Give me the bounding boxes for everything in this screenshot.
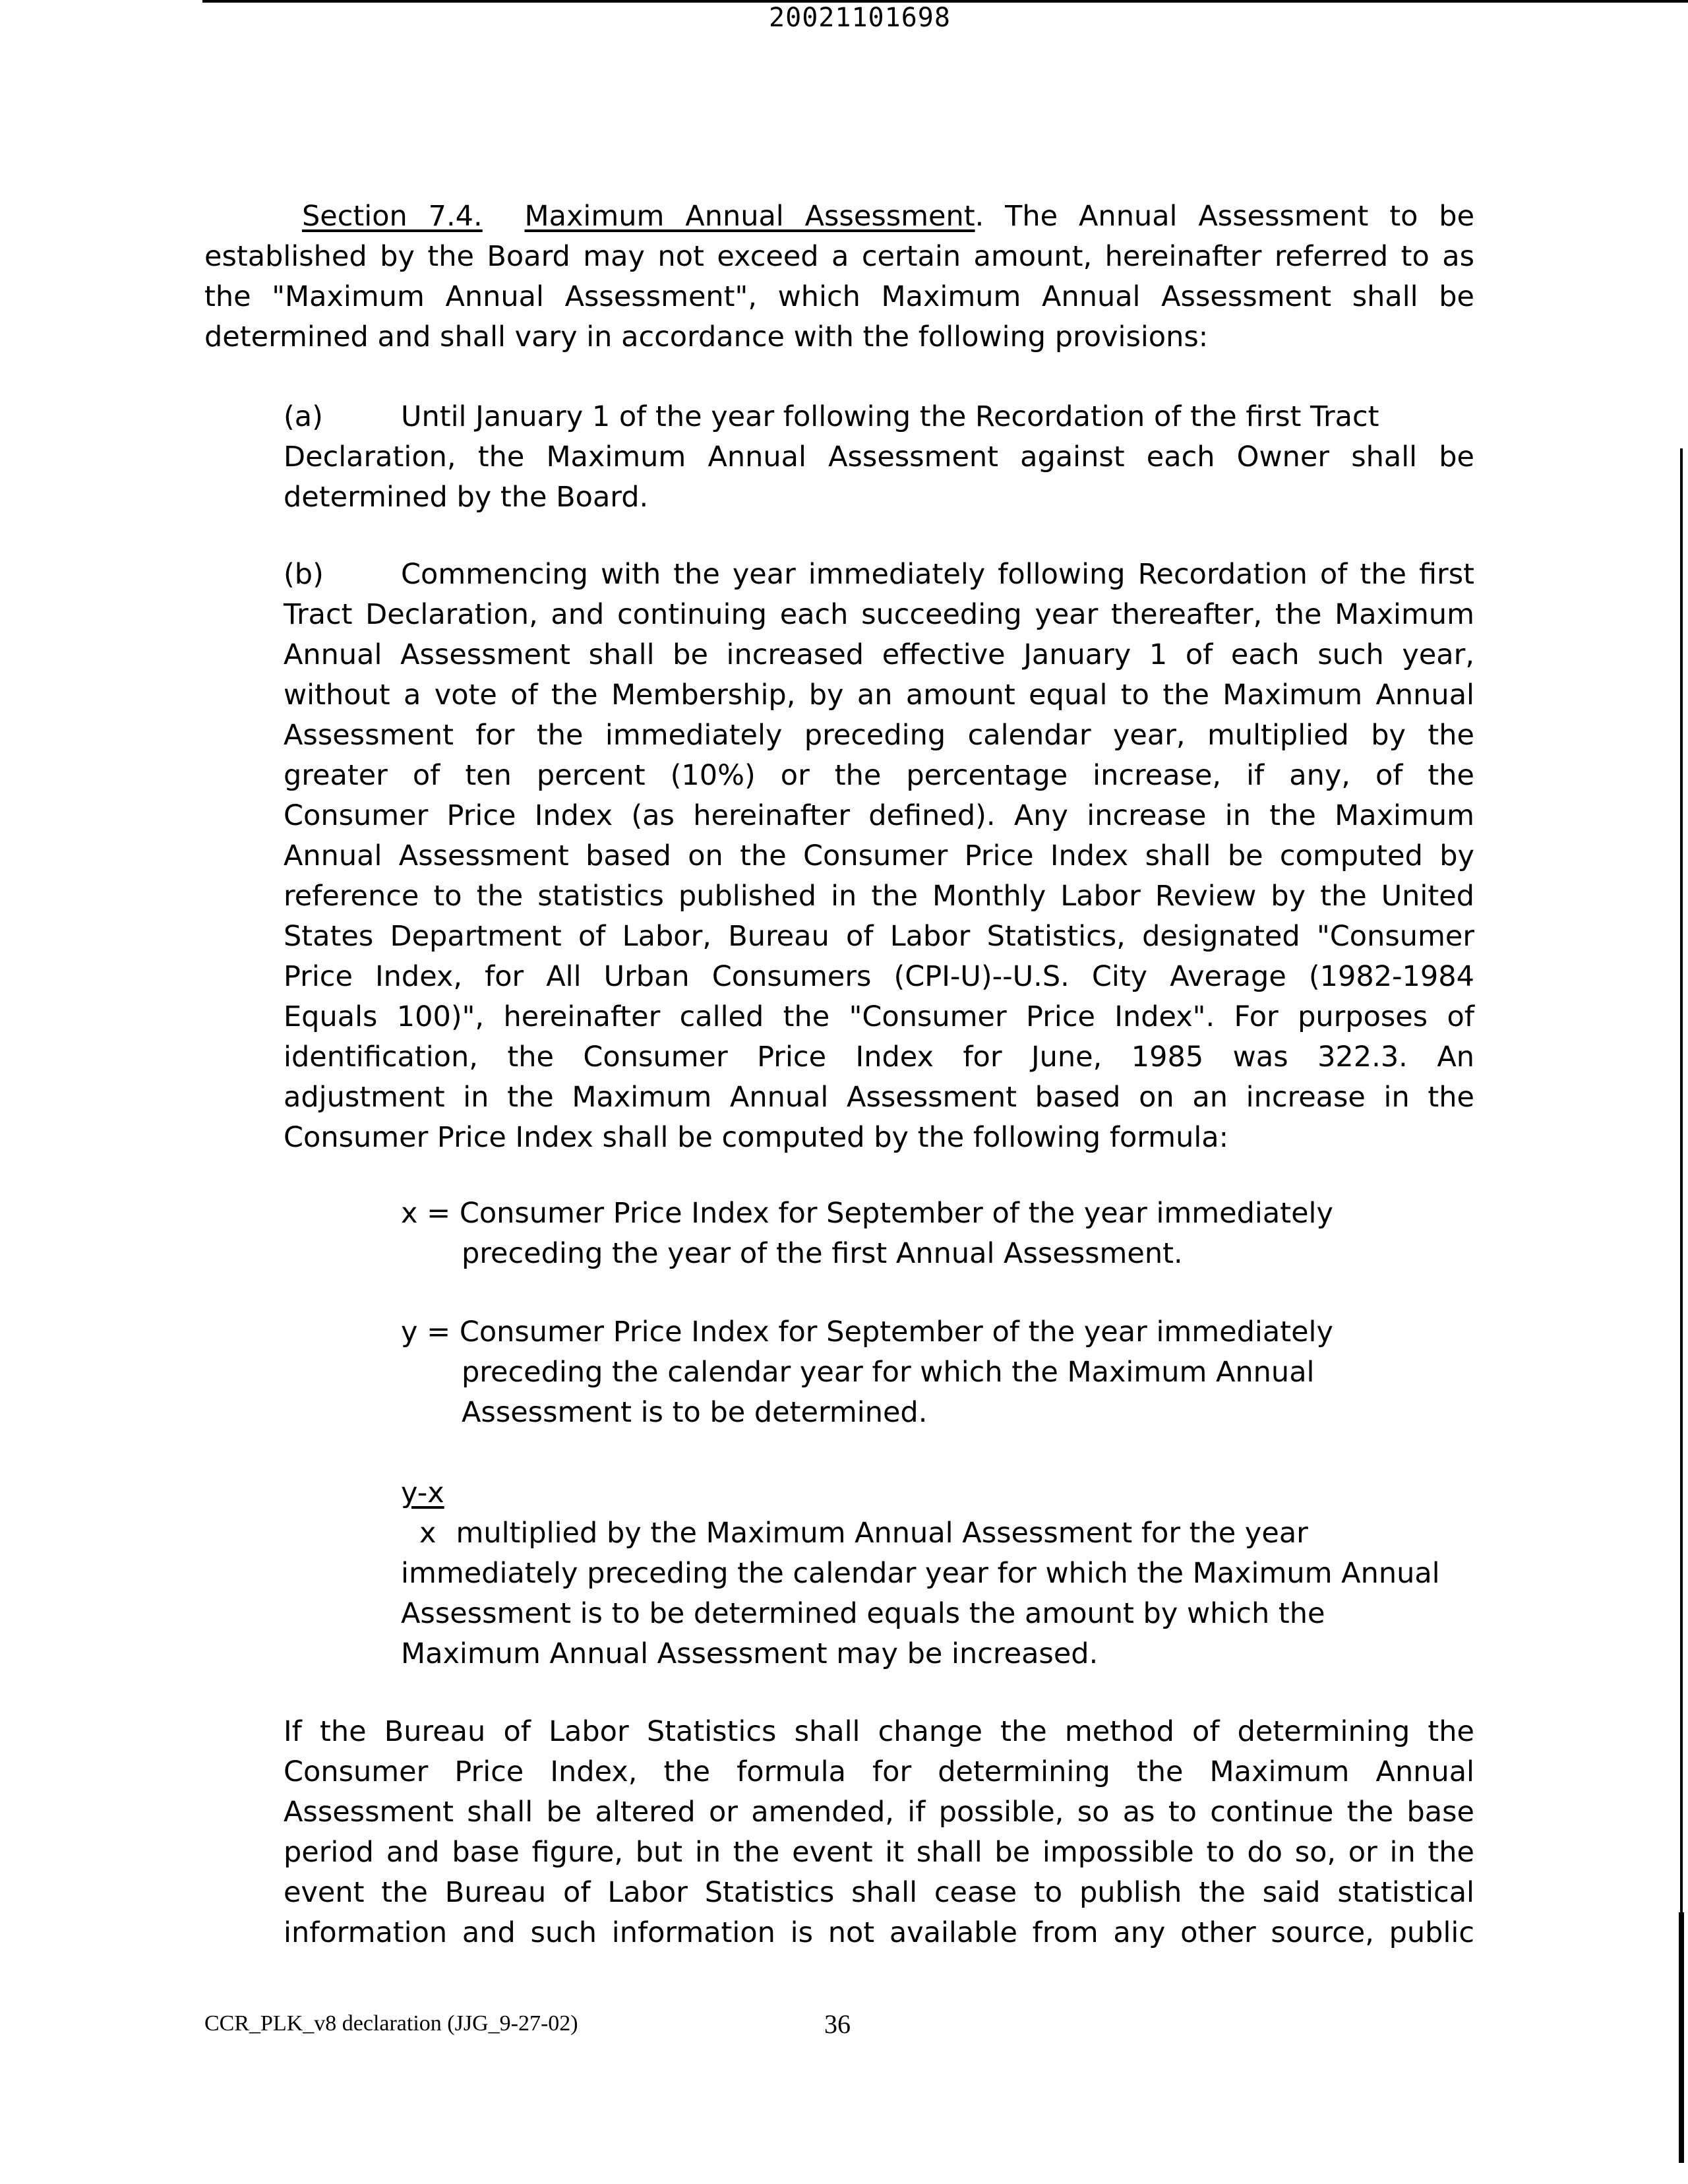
text-line: If the Bureau of Labor Statistics shall change the method of determining the — [284, 1715, 1474, 1748]
text-line: information and such information is not available from any other source, public — [284, 1916, 1474, 1949]
text-line: identification, the Consumer Price Index for June, 1985 was 322.3. An — [284, 1041, 1474, 1074]
text-line: period and base figure, but in the event it shall be impossible to do so, or in the — [284, 1836, 1474, 1869]
text: Commencing with the year immediately following Recordation of the first — [401, 558, 1474, 591]
text-line: determined and shall vary in accordance with the following provisions: — [204, 320, 1209, 353]
section-number: Section 7.4. — [302, 200, 483, 233]
formula-result — [401, 1473, 1489, 1674]
footer-file-label: CCR_PLK_v8 declaration (JJG_9-27-02) — [204, 2011, 578, 2036]
item-b-label: (b) — [284, 558, 324, 591]
scan-border-right-thick — [1679, 1912, 1684, 2163]
text-line: event the Bureau of Labor Statistics shall cease to publish the said statistical — [284, 1876, 1474, 1909]
item-a-first-line — [284, 397, 1474, 437]
text-line: x = Consumer Price Index for September of the year immediately — [401, 1197, 1333, 1230]
item-b-first-line — [284, 555, 1474, 595]
text-line: Price Index, for All Urban Consumers (CPI-U)--U.S. City Average (1982-1984 — [284, 960, 1474, 993]
section-text: . The Annual Assessment to be — [975, 200, 1475, 233]
text: multiplied by the Maximum Annual Assessment for the year — [456, 1517, 1308, 1550]
section-paragraph — [204, 197, 1474, 357]
item-a-paragraph — [284, 397, 1474, 518]
x-definition — [401, 1194, 1390, 1274]
formula-denominator: x — [419, 1517, 437, 1550]
text-line: y = Consumer Price Index for September of the year immediately — [401, 1316, 1333, 1349]
text-line: Assessment is to be determined. — [462, 1396, 928, 1429]
item-b-paragraph — [284, 555, 1474, 1158]
text-line: States Department of Labor, Bureau of Labor Statistics, designated "Consumer — [284, 920, 1474, 953]
closing-paragraph — [284, 1712, 1474, 1953]
text-line: Consumer Price Index shall be computed by the following formula: — [284, 1121, 1229, 1154]
page-number: 36 — [824, 2009, 851, 2039]
formula-result-first-line — [401, 1513, 1489, 1554]
y-definition — [401, 1312, 1390, 1433]
text-line: without a vote of the Membership, by an amount equal to the Maximum Annual — [284, 679, 1474, 712]
section-title: Maximum Annual Assessment — [524, 200, 975, 233]
text-line: Equals 100)", hereinafter called the "Consumer Price Index". For purposes of — [284, 1000, 1474, 1033]
scan-border-right — [1680, 448, 1683, 2163]
text-line: Maximum Annual Assessment may be increased. — [401, 1637, 1099, 1670]
text-line: the "Maximum Annual Assessment", which Maximum Annual Assessment shall be — [204, 280, 1474, 313]
text-line: reference to the statistics published in the Monthly Labor Review by the United — [284, 880, 1474, 913]
item-a-label: (a) — [284, 400, 323, 433]
text-line: Annual Assessment based on the Consumer Price Index shall be computed by — [284, 839, 1474, 872]
formula-numerator: y-x — [401, 1476, 444, 1509]
text-line: immediately preceding the calendar year for which the Maximum Annual — [401, 1557, 1440, 1590]
text-line: preceding the calendar year for which the Maximum Annual — [462, 1356, 1315, 1389]
text-line: adjustment in the Maximum Annual Assessment based on an increase in the — [284, 1081, 1474, 1114]
text-line: Assessment for the immediately preceding calendar year, multiplied by the — [284, 719, 1474, 752]
text-line: Tract Declaration, and continuing each succeeding year thereafter, the Maximum — [284, 598, 1474, 631]
text-line: determined by the Board. — [284, 481, 649, 514]
text-line: established by the Board may not exceed a certain amount, hereinafter referred to as — [204, 240, 1474, 273]
text-line: Annual Assessment shall be increased effective January 1 of each such year, — [284, 638, 1474, 671]
text-line: Declaration, the Maximum Annual Assessment against each Owner shall be — [284, 440, 1474, 473]
text-line: Assessment is to be determined equals the amount by which the — [401, 1597, 1325, 1630]
text-line: Consumer Price Index, the formula for determining the Maximum Annual — [284, 1755, 1474, 1788]
text-line: Consumer Price Index (as hereinafter defined). Any increase in the Maximum — [284, 799, 1474, 832]
document-number: 20021101698 — [769, 3, 951, 33]
text-line: greater of ten percent (10%) or the percentage increase, if any, of the — [284, 759, 1474, 792]
text-line: Assessment shall be altered or amended, if possible, so as to continue the base — [284, 1796, 1474, 1829]
section-heading-line — [204, 197, 1474, 237]
text: Until January 1 of the year following the Recordation of the first Tract — [401, 400, 1379, 433]
text-line: preceding the year of the first Annual Assessment. — [462, 1237, 1183, 1270]
